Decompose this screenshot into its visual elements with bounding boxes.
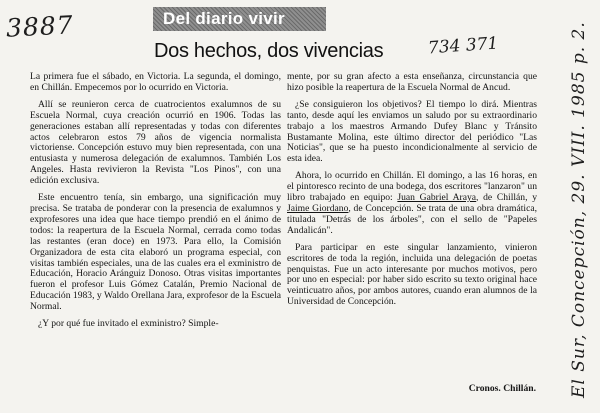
article-column-left (30, 72, 281, 336)
paragraph: ¿Se consiguieron los objetivos? El tiempo lo dirá. Mientras tanto, desde aquí les enviamos un saludo por su extraordinario trabajo a los maestros Armando Dufey Blanc y Tránsito Bustamante Molina, este último director del periódico "Las Noticias", que se ha puesto incondicionalmente al servicio de esta idea. (287, 98, 537, 165)
paragraph: Allí se reunieron cerca de cuatrocientos exalumnos de su Escuela Normal, cuya creación ocurrió en 1906. Todas las generaciones estaban allí representadas y todas con diferentes actos celebraron estos 79 años de vigencia normalista victoriense. Concepción estuvo muy bien representada, con una entusiasta y numerosa delegación de exalumnos. También Los Angeles. Hasta revivieron la Revista "Los Pinos", con una edición exclusiva. (30, 98, 281, 187)
author-name: Juan Gabriel Araya (397, 192, 477, 204)
article-headline: Dos hechos, dos vivencias (154, 40, 384, 62)
article-signature: Cronos. Chillán. (468, 383, 536, 394)
handwritten-number-left: 3887 (5, 10, 75, 43)
paragraph-text: Ahora, lo ocurrido en Chillán. El domingo, a las 16 horas, en el pintoresco recinto de una bodega, dos escritores "lanzaron" un libro trabajado en equipo: (287, 170, 537, 204)
paragraph: ¿Y por qué fue invitado el exministro? Simple- (38, 318, 219, 330)
article-column-right (287, 72, 537, 314)
paragraph: Este encuentro tenía, sin embargo, una significación muy precisa. Se trataba de ponderar con la presencia de exalumnos y exprofesores una idea que hace tiempo prendió en el ánimo de todos: la reapertura de la Escuela Normal, cerrada como todas las restantes (eran doce) en 1973. Para ello, la Comisión Organizadora de esta cita elaboró un programa especial, con visitas también especiales, una de las cuales era el exministro de Educación, Horacio Aránguiz Donoso. Otras visitas importantes fueron el profesor Luis Gómez Catalán, Premio Nacional de Educación 1983, y Waldo Orellana Jara, exprofesor de la Escuela Normal. (30, 192, 281, 313)
paragraph-text: , de Chillán, y (476, 192, 537, 204)
paragraph (287, 171, 537, 236)
paragraph-text: , de Concepción. Se trata de una obra dramática, titulada "Detrás de los árboles", con el sello de "Papeles Andalicán". (287, 202, 538, 236)
handwritten-margin-note: El Sur, Concepción, 29. VIII. 1985 p. 2. (569, 21, 589, 398)
handwritten-number-right: 734 371 (427, 33, 499, 59)
paragraph: mente, por su gran afecto a esta enseñanza, circunstancia que hizo posible la reapertura de la Escuela Normal de Ancud. (287, 71, 537, 93)
paragraph: Para participar en este singular lanzamiento, vinieron escritores de toda la región, incluida una delegación de poetas penquistas. Fue un acto interesante por muchos motivos, pero por uno en especial: por haber sido escrito su texto original hace veinticuatro años, por ambos autores, cuando eran alumnos de la Universidad de Concepción. (287, 241, 537, 308)
author-name: Jaime Giordano (287, 202, 349, 214)
paragraph: La primera fue el sábado, en Victoria. La segunda, el domingo, en Chillán. Empecemos por lo ocurrido en Victoria. (30, 71, 281, 93)
section-title: Del diario vivir (163, 9, 285, 28)
section-header (153, 7, 326, 31)
